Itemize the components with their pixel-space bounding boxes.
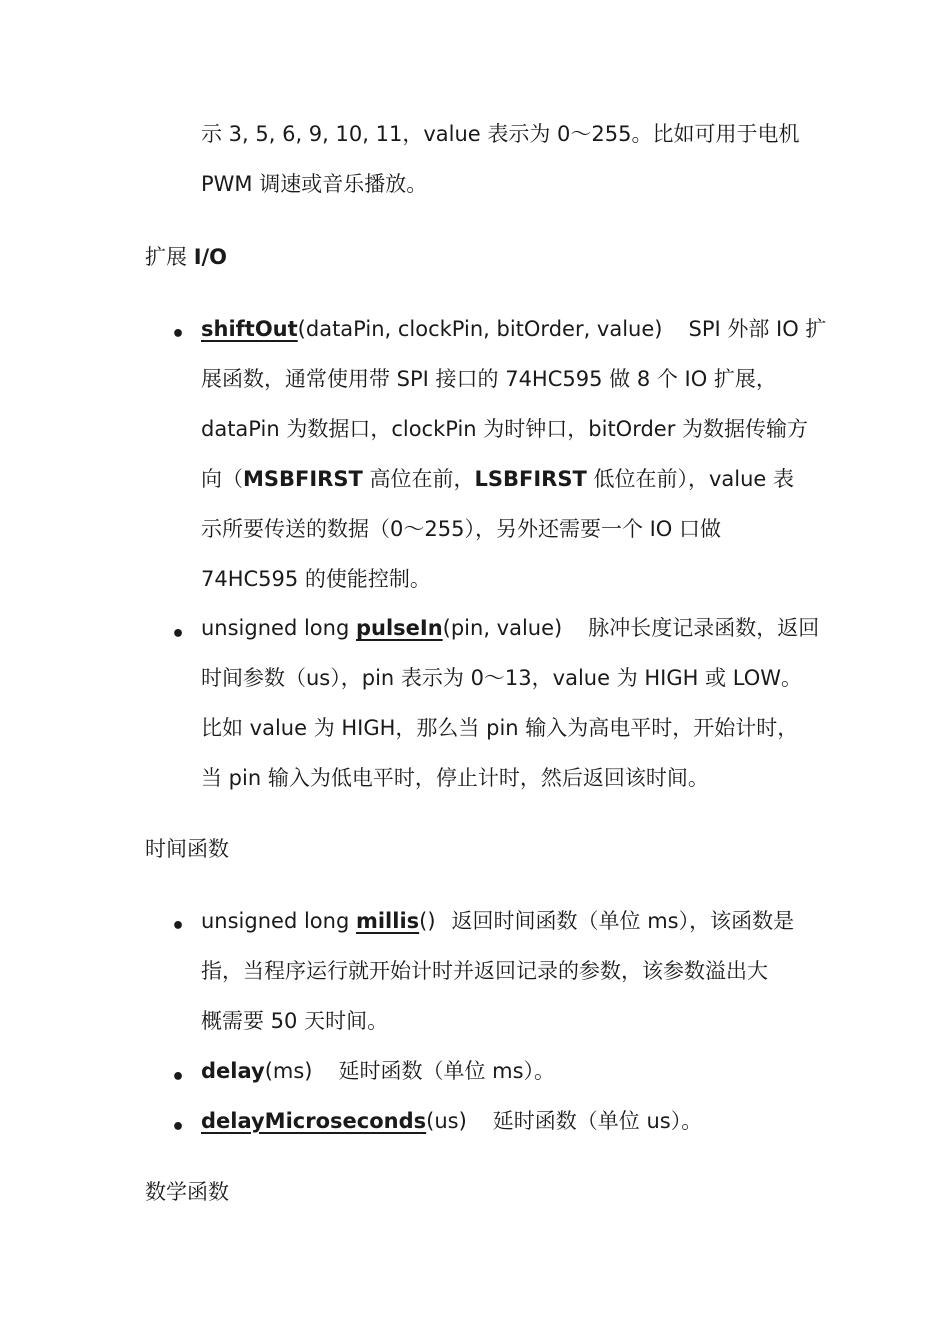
function-name-millis[interactable]: millis	[355, 909, 420, 933]
shiftout-line-4-b: 高位在前，	[362, 467, 475, 491]
pulsein-desc: 脉冲长度记录函数，返回	[588, 616, 820, 640]
shiftout-line-5: 示所要传送的数据（0～255），另外还需要一个 IO 口做	[201, 517, 722, 541]
section-heading-io	[145, 242, 227, 272]
function-name-delay[interactable]: delay	[201, 1059, 265, 1083]
delay-line	[201, 1056, 555, 1086]
section-heading-io-prefix: 扩展	[145, 245, 194, 269]
intro-line-2: PWM 调速或音乐播放。	[201, 172, 428, 196]
section-heading-math: 数学函数	[145, 1180, 229, 1204]
bullet-icon: •	[171, 1065, 186, 1090]
shiftout-line-1	[201, 314, 826, 344]
delay-us-params: (us)	[426, 1109, 467, 1133]
pulsein-line-1	[201, 613, 819, 643]
bullet-icon: •	[171, 622, 186, 647]
delay-params: (ms)	[264, 1059, 313, 1083]
millis-prefix: unsigned long	[201, 909, 356, 933]
millis-params: ()	[419, 909, 436, 933]
section-heading-time: 时间函数	[145, 837, 229, 861]
shiftout-line-4	[201, 464, 794, 494]
shiftout-line-3: dataPin 为数据口，clockPin 为时钟口，bitOrder 为数据传输方	[201, 417, 809, 441]
bullet-icon: •	[171, 914, 186, 939]
millis-line-1	[201, 906, 794, 936]
function-name-pulsein[interactable]: pulseIn	[355, 616, 443, 640]
shiftout-line-6: 74HC595 的使能控制。	[201, 567, 431, 591]
pulsein-params: (pin, value)	[442, 616, 563, 640]
shiftout-desc: SPI 外部 IO 扩	[688, 317, 827, 341]
pulsein-line-3: 比如 value 为 HIGH，那么当 pin 输入为高电平时，开始计时，	[201, 716, 799, 740]
shiftout-params: (dataPin, clockPin, bitOrder, value)	[297, 317, 663, 341]
section-heading-io-bold: I/O	[193, 245, 228, 269]
shiftout-line-4-c: 低位在前），value 表	[586, 467, 795, 491]
delay-us-line	[201, 1106, 702, 1136]
millis-line-3: 概需要 50 天时间。	[201, 1009, 389, 1033]
millis-line-2: 指，当程序运行就开始计时并返回记录的参数，该参数溢出大	[201, 959, 768, 983]
constant-lsbfirst: LSBFIRST	[474, 467, 587, 491]
millis-desc: 返回时间函数（单位 ms），该函数是	[451, 909, 795, 933]
pulsein-line-2: 时间参数（us），pin 表示为 0～13，value 为 HIGH 或 LOW。	[201, 666, 803, 690]
delay-us-desc: 延时函数（单位 us）。	[492, 1109, 703, 1133]
function-name-shiftout[interactable]: shiftOut	[201, 317, 298, 341]
shiftout-line-2: 展函数，通常使用带 SPI 接口的 74HC595 做 8 个 IO 扩展，	[201, 367, 777, 391]
intro-line-1: 示 3, 5, 6, 9, 10, 11，value 表示为 0～255。比如可用于电机	[201, 122, 800, 146]
pulsein-line-4: 当 pin 输入为低电平时，停止计时，然后返回该时间。	[201, 766, 709, 790]
bullet-icon: •	[171, 322, 186, 347]
pulsein-prefix: unsigned long	[201, 616, 356, 640]
delay-desc: 延时函数（单位 ms）。	[338, 1059, 556, 1083]
function-name-delaymicroseconds[interactable]: delayMicroseconds	[201, 1109, 427, 1133]
constant-msbfirst: MSBFIRST	[243, 467, 363, 491]
bullet-icon: •	[171, 1115, 186, 1140]
shiftout-line-4-a: 向（	[201, 467, 243, 491]
